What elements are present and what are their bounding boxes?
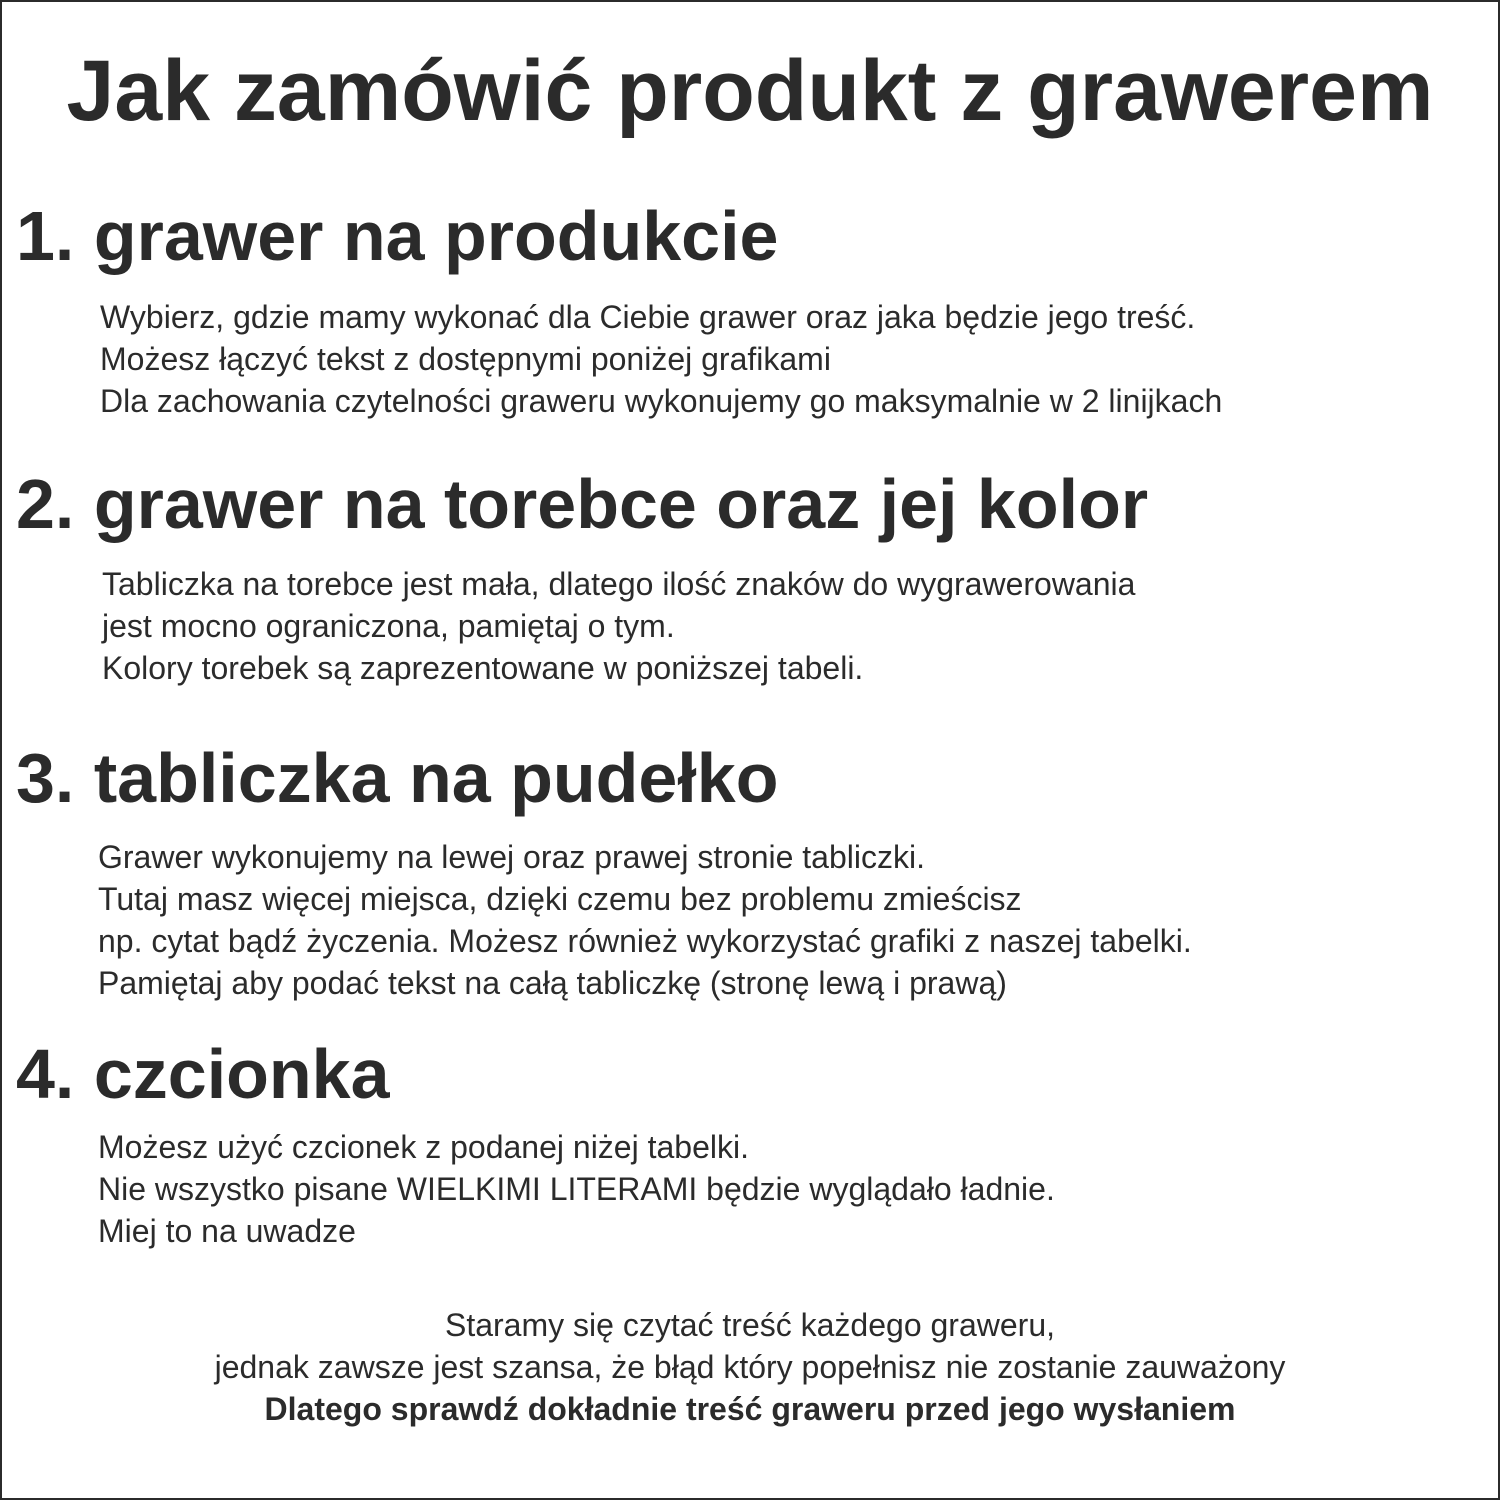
section-body-font [98, 1126, 1055, 1252]
footer-notice [2, 1304, 1498, 1430]
section-text-line: Kolory torebek są zaprezentowane w poniższej tabeli. [102, 650, 864, 686]
section-text-line: Tabliczka na torebce jest mała, dlatego ilość znaków do wygrawerowania [102, 566, 1136, 602]
section-text-line: Nie wszystko pisane WIELKIMI LITERAMI będzie wyglądało ładnie. [98, 1171, 1055, 1207]
section-heading-box-plate: 3. tabliczka na pudełko [16, 739, 779, 817]
section-text-line: Grawer wykonujemy na lewej oraz prawej stronie tabliczki. [98, 839, 925, 875]
section-text-line: Wybierz, gdzie mamy wykonać dla Ciebie grawer oraz jaka będzie jego treść. [100, 299, 1196, 335]
section-text-line: Możesz łączyć tekst z dostępnymi poniżej grafikami [100, 341, 831, 377]
section-text-line: Pamiętaj aby podać tekst na całą tabliczkę (stronę lewą i prawą) [98, 965, 1007, 1001]
section-text-line: np. cytat bądź życzenia. Możesz również wykorzystać grafiki z naszej tabelki. [98, 923, 1192, 959]
section-text-line: Możesz użyć czcionek z podanej niżej tabelki. [98, 1129, 749, 1165]
footer-line: Staramy się czytać treść każdego graweru, [444, 1307, 1055, 1343]
section-text-line: Tutaj masz więcej miejsca, dzięki czemu bez problemu zmieścisz [98, 881, 1022, 917]
footer-line: jednak zawsze jest szansa, że błąd który popełnisz nie zostanie zauważony [214, 1349, 1286, 1385]
section-body-bag-engraving [102, 563, 1135, 689]
section-body-box-plate [98, 836, 1192, 1004]
section-text-line: Dla zachowania czytelności graweru wykonujemy go maksymalnie w 2 linijkach [100, 383, 1223, 419]
footer-warning: Dlatego sprawdź dokładnie treść graweru przed jego wysłaniem [264, 1391, 1236, 1427]
page-title: Jak zamówić produkt z grawerem [66, 43, 1434, 139]
section-heading-font: 4. czcionka [16, 1035, 390, 1113]
section-heading-product-engraving: 1. grawer na produkcie [16, 197, 779, 275]
section-body-product-engraving [100, 296, 1222, 422]
section-text-line: jest mocno ograniczona, pamiętaj o tym. [102, 608, 675, 644]
section-heading-bag-engraving: 2. grawer na torebce oraz jej kolor [16, 465, 1149, 543]
section-text-line: Miej to na uwadze [98, 1213, 356, 1249]
